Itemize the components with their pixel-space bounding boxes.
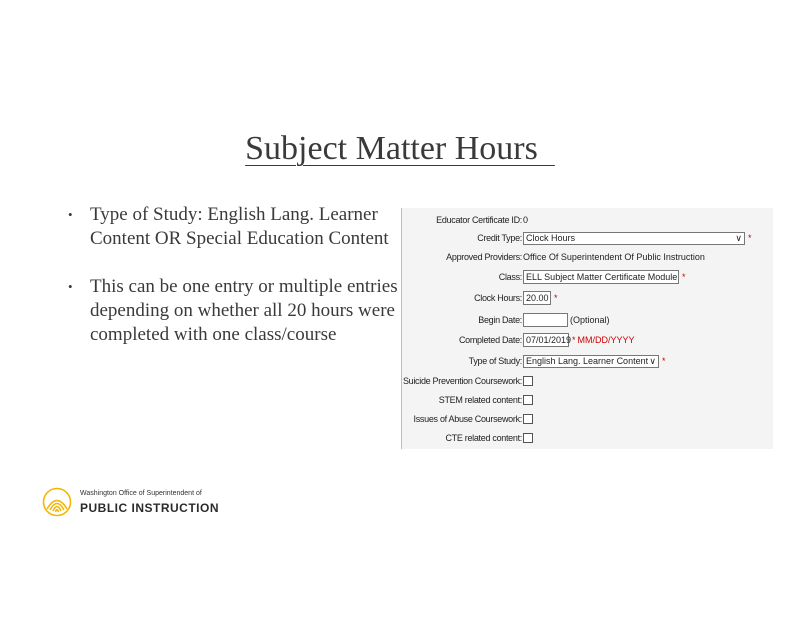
issues-of-abuse-checkbox[interactable] [523,414,533,424]
class-label: Class: [498,272,522,282]
chevron-down-icon: ∨ [735,232,742,243]
bullet-item [68,275,398,347]
ospi-logo [42,487,72,517]
clock-hours-label: Clock Hours: [474,293,522,303]
approved-providers-label: Approved Providers: [446,252,522,262]
slide-title: Subject Matter Hours [245,130,555,167]
required-marker: * [662,356,666,366]
form-screenshot [401,208,773,449]
cte-label: CTE related content: [445,433,522,443]
educator-cert-id-value: 0 [523,215,529,225]
org-name-small: Washington Office of Superintendent of [80,490,202,497]
begin-date-label: Begin Date: [478,315,522,325]
begin-date-input[interactable] [523,313,568,327]
approved-providers-value: Office Of Superintendent Of Public Instruction [523,252,705,262]
completed-date-label: Completed Date: [458,335,522,345]
date-format-hint: MM/DD/YYYY [577,335,635,345]
credit-type-selected: Clock Hours [526,233,576,243]
chevron-down-icon: ∨ [649,355,656,366]
credit-type-select[interactable] [523,232,745,245]
type-of-study-label: Type of Study: [468,356,522,366]
type-of-study-select[interactable] [523,355,659,368]
bullet-item [68,203,398,251]
begin-date-note: (Optional) [570,315,610,325]
bullet-marker: • [68,207,73,222]
cte-checkbox[interactable] [523,433,533,443]
clock-hours-input[interactable]: 20.00 [523,291,551,305]
educator-cert-id-label: Educator Certificate ID: [436,215,522,225]
completed-date-input[interactable]: 07/01/2019 [523,333,569,347]
stem-label: STEM related content: [438,395,522,405]
bullet-text: This can be one entry or multiple entries depending on whether all 20 hours were completed with one class/course [90,276,398,345]
suicide-prevention-label: Suicide Prevention Coursework: [402,376,522,386]
required-marker: * [748,233,752,243]
required-marker: * [682,272,686,282]
suicide-prevention-checkbox[interactable] [523,376,533,386]
credit-type-label: Credit Type: [477,233,522,243]
required-marker: * [554,293,558,303]
class-input[interactable]: ELL Subject Matter Certificate Module [523,270,679,284]
required-marker: * [572,335,576,345]
bullet-text: Type of Study: English Lang. Learner Content OR Special Education Content [90,204,389,249]
issues-of-abuse-label: Issues of Abuse Coursework: [413,414,522,424]
bullet-list [68,203,398,371]
org-name-big: PUBLIC INSTRUCTION [80,501,219,515]
stem-checkbox[interactable] [523,395,533,405]
type-of-study-selected: English Lang. Learner Content [526,356,649,366]
bullet-marker: • [68,279,73,294]
